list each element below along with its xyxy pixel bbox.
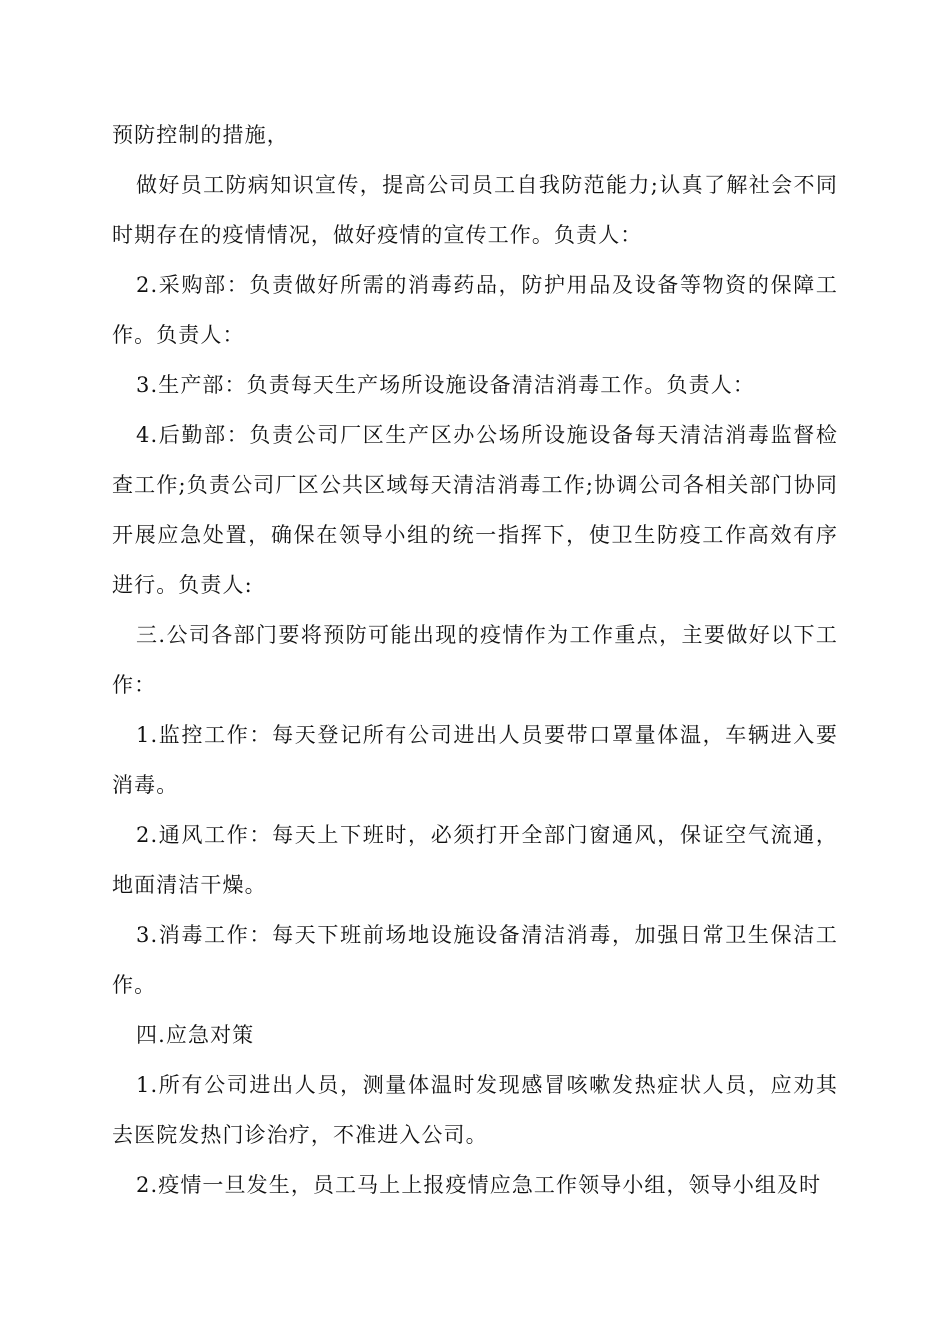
paragraph-3: 2.采购部：负责做好所需的消毒药品，防护用品及设备等物资的保障工作。负责人： [112,273,838,347]
paragraph-12: 2.疫情一旦发生，员工马上上报疫情应急工作领导小组，领导小组及时 [136,1173,822,1197]
paragraph-7: 1.监控工作：每天登记所有公司进出人员要带口罩量体温，车辆进入要消毒。 [112,723,838,797]
paragraph-4: 3.生产部：负责每天生产场所设施设备清洁消毒工作。负责人： [136,373,755,397]
paragraph-8: 2.通风工作：每天上下班时，必须打开全部门窗通风，保证空气流通，地面清洁干燥。 [112,823,838,897]
document-body [112,110,838,1210]
paragraph-9: 3.消毒工作：每天下班前场地设施设备清洁消毒，加强日常卫生保洁工作。 [112,923,838,997]
paragraph-6: 三.公司各部门要将预防可能出现的疫情作为工作重点，主要做好以下工作： [112,623,838,697]
paragraph-5: 4.后勤部：负责公司厂区生产区办公场所设施设备每天清洁消毒监督检查工作;负责公司厂区公共区域每天清洁消毒工作;协调公司各相关部门协同开展应急处置，确保在领导小组的统一指挥下，使卫生防疫工作高效有序进行。负责人: [112,423,838,597]
paragraph-1: 预防控制的措施， [112,123,289,147]
paragraph-11: 1.所有公司进出人员，测量体温时发现感冒咳嗽发热症状人员，应劝其去医院发热门诊治疗，不准进入公司。 [112,1073,838,1147]
paragraph-2: 做好员工防病知识宣传，提高公司员工自我防范能力;认真了解社会不同时期存在的疫情情况，做好疫情的宣传工作。负责人： [112,173,838,247]
paragraph-10: 四.应急对策 [136,1023,255,1047]
